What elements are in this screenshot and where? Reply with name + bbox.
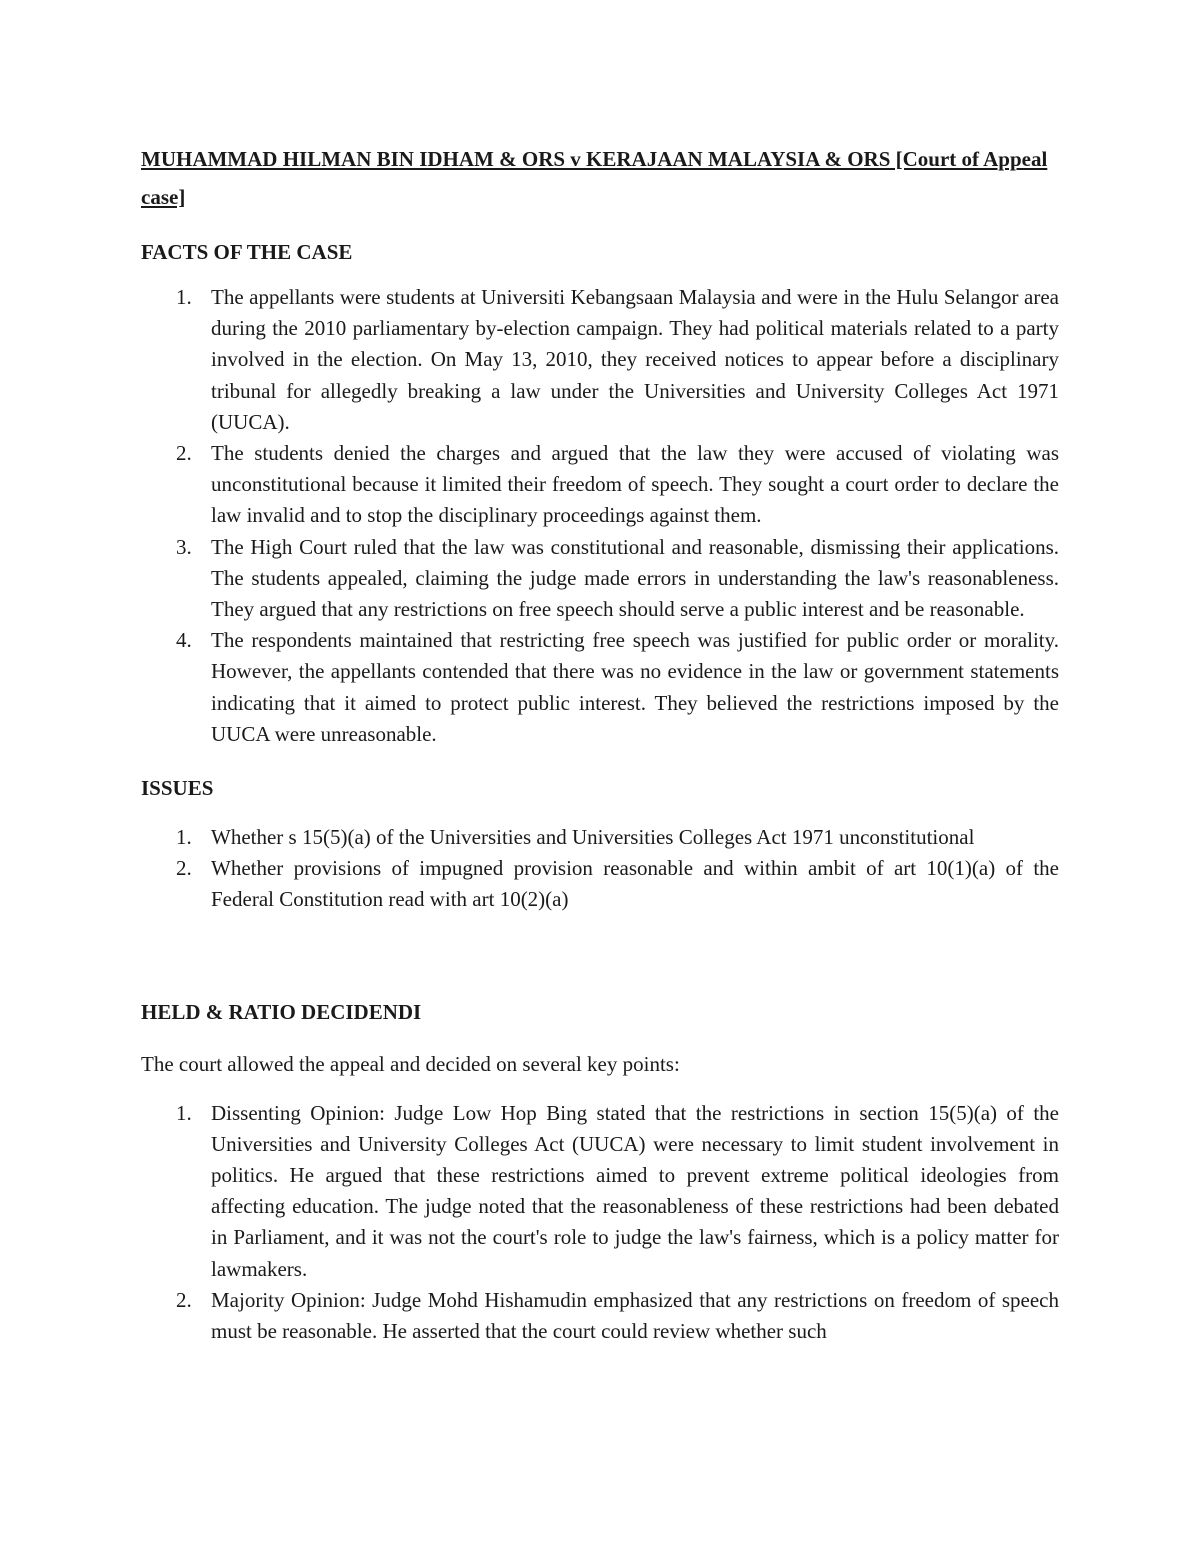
list-item: [141, 1285, 1059, 1347]
list-item-text: The students denied the charges and argued that the law they were accused of violating was unconstitutional because it limited their freedom of speech. They sought a court order to declare the law invalid and to stop the disciplinary proceedings against them.: [211, 441, 1059, 528]
list-item-text: The respondents maintained that restricting free speech was justified for public order or morality. However, the appellants contended that there was no evidence in the law or government statements indicating that it aimed to protect public interest. They believed the restrictions imposed by the UUCA were unreasonable.: [211, 628, 1059, 746]
held-list: [141, 1098, 1059, 1348]
list-number: 1.: [176, 825, 192, 850]
list-item: [141, 822, 1059, 853]
list-item: [141, 532, 1059, 626]
list-item: [141, 282, 1059, 438]
list-item-text: Dissenting Opinion: Judge Low Hop Bing stated that the restrictions in section 15(5)(a) of the Universities and University Colleges Act (UUCA) were necessary to limit student involvement in politics. He argued that these restrictions aimed to prevent extreme political ideologies from affecting education. The judge noted that the reasonableness of these restrictions had been debated in Parliament, and it was not the court's role to judge the law's fairness, which is a policy matter for lawmakers.: [211, 1100, 1059, 1281]
list-item-text: The appellants were students at Universiti Kebangsaan Malaysia and were in the Hulu Selangor area during the 2010 parliamentary by-election campaign. They had political materials related to a party involved in the election. On May 13, 2010, they received notices to appear before a disciplinary tribunal for allegedly breaking a law under the Universities and University Colleges Act 1971 (UUCA).: [211, 285, 1059, 434]
list-item: [141, 853, 1059, 915]
held-heading: HELD & RATIO DECIDENDI: [141, 999, 422, 1024]
list-number: 3.: [176, 534, 192, 559]
list-item-text: Whether s 15(5)(a) of the Universities and Universities Colleges Act 1971 unconstitutional: [211, 825, 975, 850]
facts-heading: FACTS OF THE CASE: [141, 240, 353, 264]
issues-list: [141, 822, 1059, 916]
list-item: [141, 1098, 1059, 1285]
case-title: MUHAMMAD HILMAN BIN IDHAM & ORS v KERAJAAN MALAYSIA & ORS [Court of Appeal case]: [141, 147, 1048, 209]
list-item-text: Whether provisions of impugned provision reasonable and within ambit of art 10(1)(a) of the Federal Constitution read with art 10(2)(a): [211, 856, 1059, 912]
list-number: 2.: [176, 1287, 192, 1312]
list-item: [141, 625, 1059, 750]
facts-list: [141, 282, 1059, 750]
list-item: [141, 438, 1059, 532]
list-number: 1.: [176, 1100, 192, 1125]
list-item-text: The High Court ruled that the law was constitutional and reasonable, dismissing their applications. The students appealed, claiming the judge made errors in understanding the law's reasonableness. They argued that any restrictions on free speech should serve a public interest and be reasonable.: [211, 534, 1059, 622]
held-intro: The court allowed the appeal and decided on several key points:: [141, 1051, 680, 1076]
list-number: 4.: [176, 628, 192, 653]
list-number: 1.: [176, 285, 192, 309]
issues-heading: ISSUES: [141, 776, 214, 801]
list-item-text: Majority Opinion: Judge Mohd Hishamudin emphasized that any restrictions on freedom of speech must be reasonable. He asserted that the court could review whether such: [211, 1287, 1059, 1344]
document-page: [141, 140, 1059, 1347]
list-number: 2.: [176, 856, 192, 881]
list-number: 2.: [176, 441, 192, 466]
